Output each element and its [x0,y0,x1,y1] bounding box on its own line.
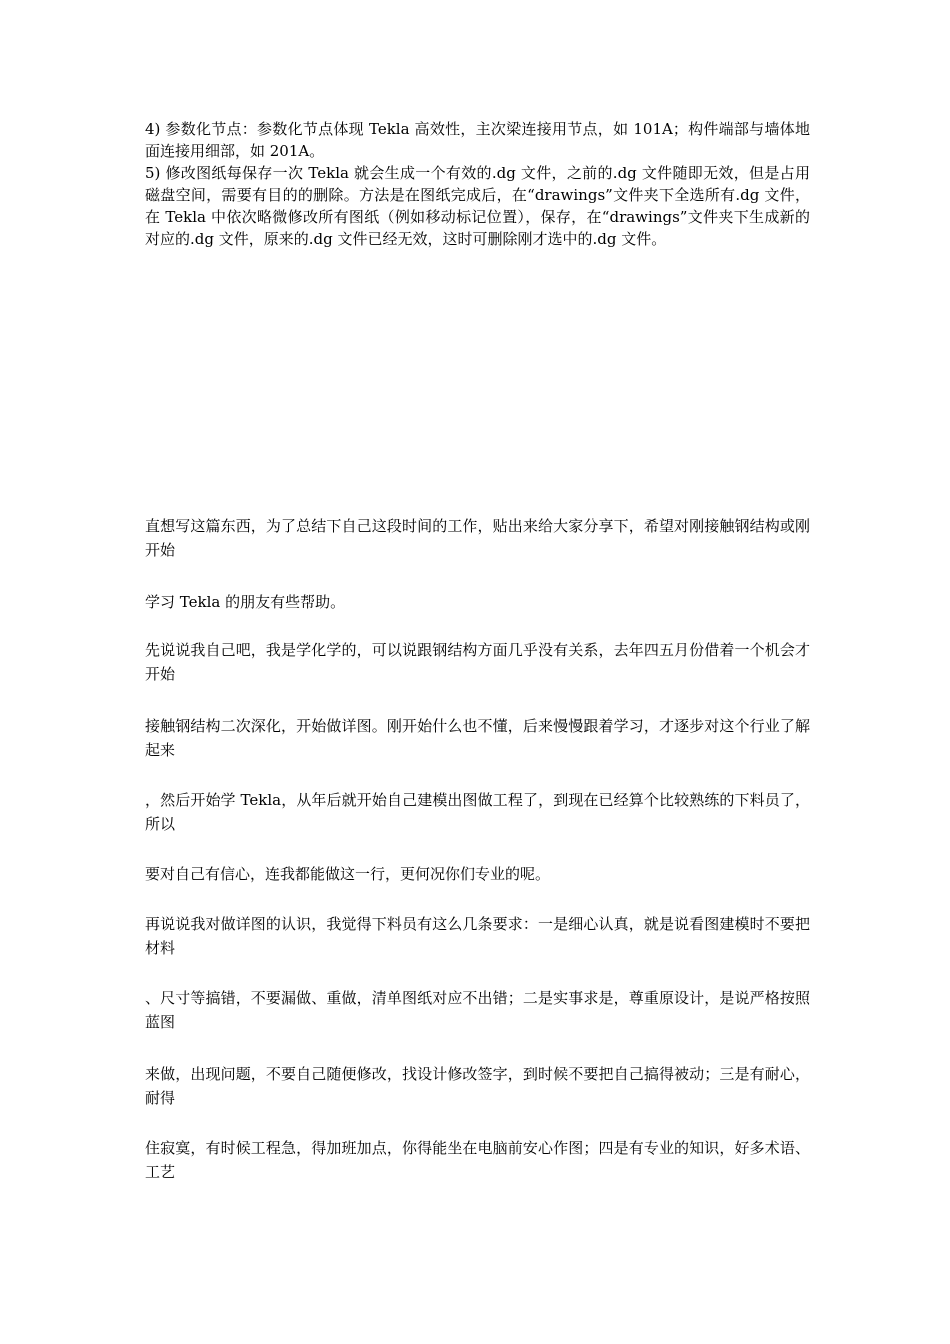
note-4: 4) 参数化节点：参数化节点体现 Tekla 高效性，主次梁连接用节点，如 101A；构件端部与墙体地面连接用细部，如 201A。 [145,120,810,160]
numbered-notes [145,118,810,250]
body-paragraph: 直想写这篇东西，为了总结下自己这段时间的工作，贴出来给大家分享下，希望对刚接触钢结构或刚开始 [145,517,810,559]
body-paragraph: 接触钢结构二次深化，开始做详图。刚开始什么也不懂，后来慢慢跟着学习，才逐步对这个行业了解起来 [145,717,810,759]
body-paragraph: 住寂寞，有时候工程急，得加班加点，你得能坐在电脑前安心作图；四是有专业的知识，好多术语、工艺 [145,1139,810,1181]
body-paragraph: 先说说我自己吧，我是学化学的，可以说跟钢结构方面几乎没有关系，去年四五月份借着一个机会才开始 [145,641,810,683]
note-5: 5) 修改图纸每保存一次 Tekla 就会生成一个有效的.dg 文件，之前的.dg 文件随即无效，但是占用磁盘空间，需要有目的的删除。方法是在图纸完成后，在“drawings”文件夹下全选所有.dg 文件，在 Tekla 中依次略微修改所有图纸（例如移动标记位置），保存，在“drawings”文件夹下生成新的对应的.dg 文件，原来的.dg 文件已经无效，这时可删除刚才选中的.dg 文件。 [145,164,810,248]
body-paragraph: ，然后开始学 Tekla，从年后就开始自己建模出图做工程了，到现在已经算个比较熟练的下料员了，所以 [145,791,810,833]
body-paragraph: 来做，出现问题，不要自己随便修改，找设计修改签字，到时候不要把自己搞得被动；三是有耐心，耐得 [145,1065,810,1107]
body-paragraph: 、尺寸等搞错，不要漏做、重做，清单图纸对应不出错；二是实事求是，尊重原设计，是说严格按照蓝图 [145,989,810,1031]
body-paragraph: 学习 Tekla 的朋友有些帮助。 [145,593,346,611]
body-paragraph: 要对自己有信心，连我都能做这一行，更何况你们专业的呢。 [145,865,551,883]
body-paragraph: 再说说我对做详图的认识，我觉得下料员有这么几条要求：一是细心认真，就是说看图建模时不要把材料 [145,915,810,957]
